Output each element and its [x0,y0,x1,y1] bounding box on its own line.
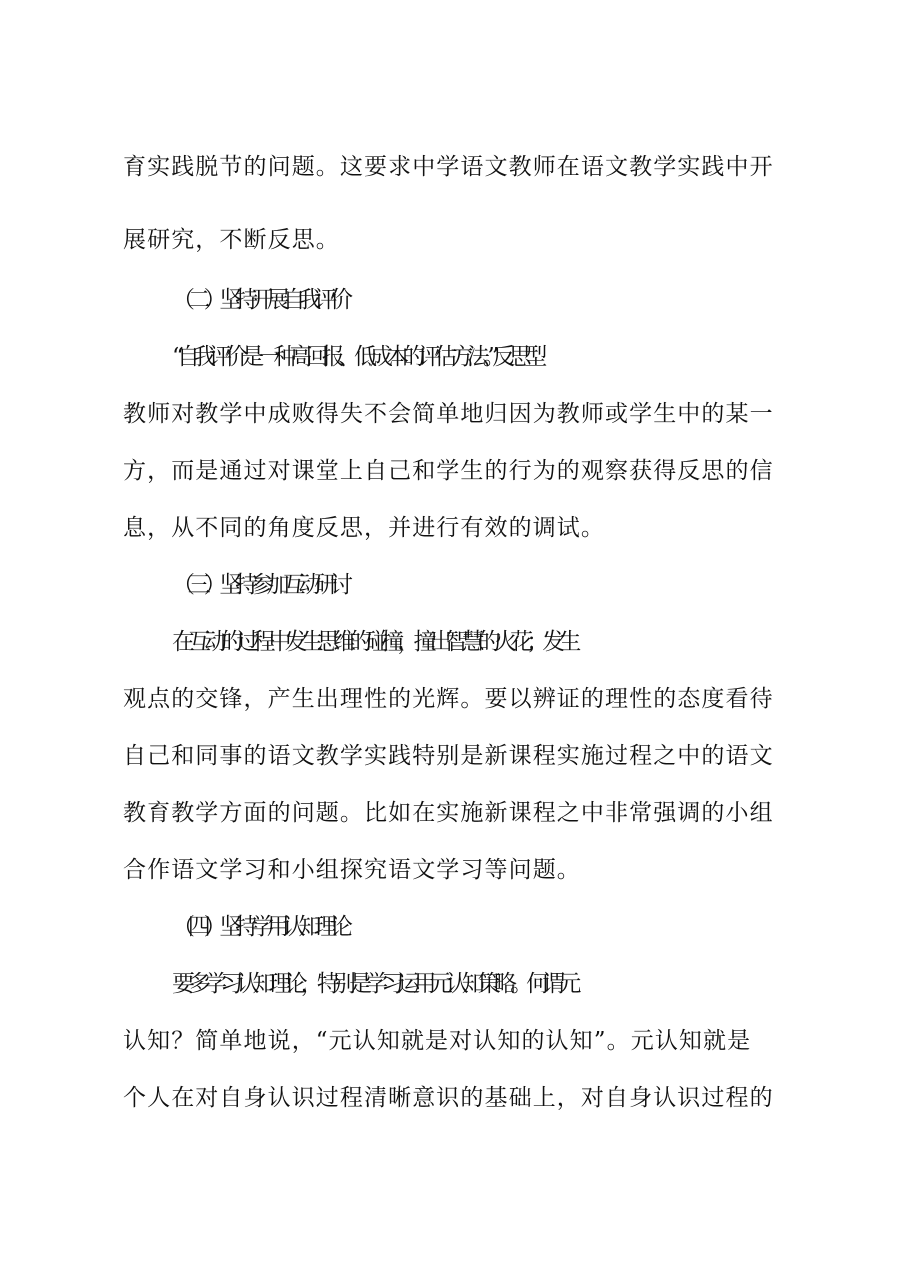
paragraph-line: “自我评价是一种高回报、低成本的评估方法。”反思型 [172,344,541,370]
paragraph-line: 息，从不同的角度反思，并进行有效的调试。 [123,515,605,541]
paragraph-line: 方，而是通过对课堂上自己和学生的行为的观察获得反思的信 [123,458,774,484]
paragraph-line: 观点的交锋，产生出理性的光辉。要以辨证的理性的态度看待 [123,686,774,712]
paragraph-line: 自己和同事的语文教学实践特别是新课程实施过程之中的语文 [123,743,774,769]
paragraph-line: 育实践脱节的问题。这要求中学语文教师在语文教学实践中开 [123,154,774,180]
section-heading: （四）坚持学用认知理论 [172,914,346,940]
paragraph-line: 展研究，不断反思。 [123,227,340,253]
paragraph-line: 认知？简单地说，“元认知就是对认知的认知”。元认知就是 [123,1028,752,1054]
paragraph-line: 教师对教学中成败得失不会简单地归因为教师或学生中的某一 [123,401,774,427]
section-heading: （二）坚持开展自我评价 [172,287,346,313]
paragraph-line: 在互动的过程中发生思维的碰撞，撞出智慧的火花；发生 [172,629,575,655]
section-heading: （三）坚持参加互动研讨 [172,572,346,598]
paragraph-line: 个人在对自身认识过程清晰意识的基础上，对自身认识过程的 [123,1085,774,1111]
paragraph-line: 教育教学方面的问题。比如在实施新课程之中非常强调的小组 [123,800,774,826]
paragraph-line: 合作语文学习和小组探究语文学习等问题。 [123,857,581,883]
paragraph-line: 要多学习认知理论，特别是学习运用元认知策略。何谓元 [172,971,575,997]
